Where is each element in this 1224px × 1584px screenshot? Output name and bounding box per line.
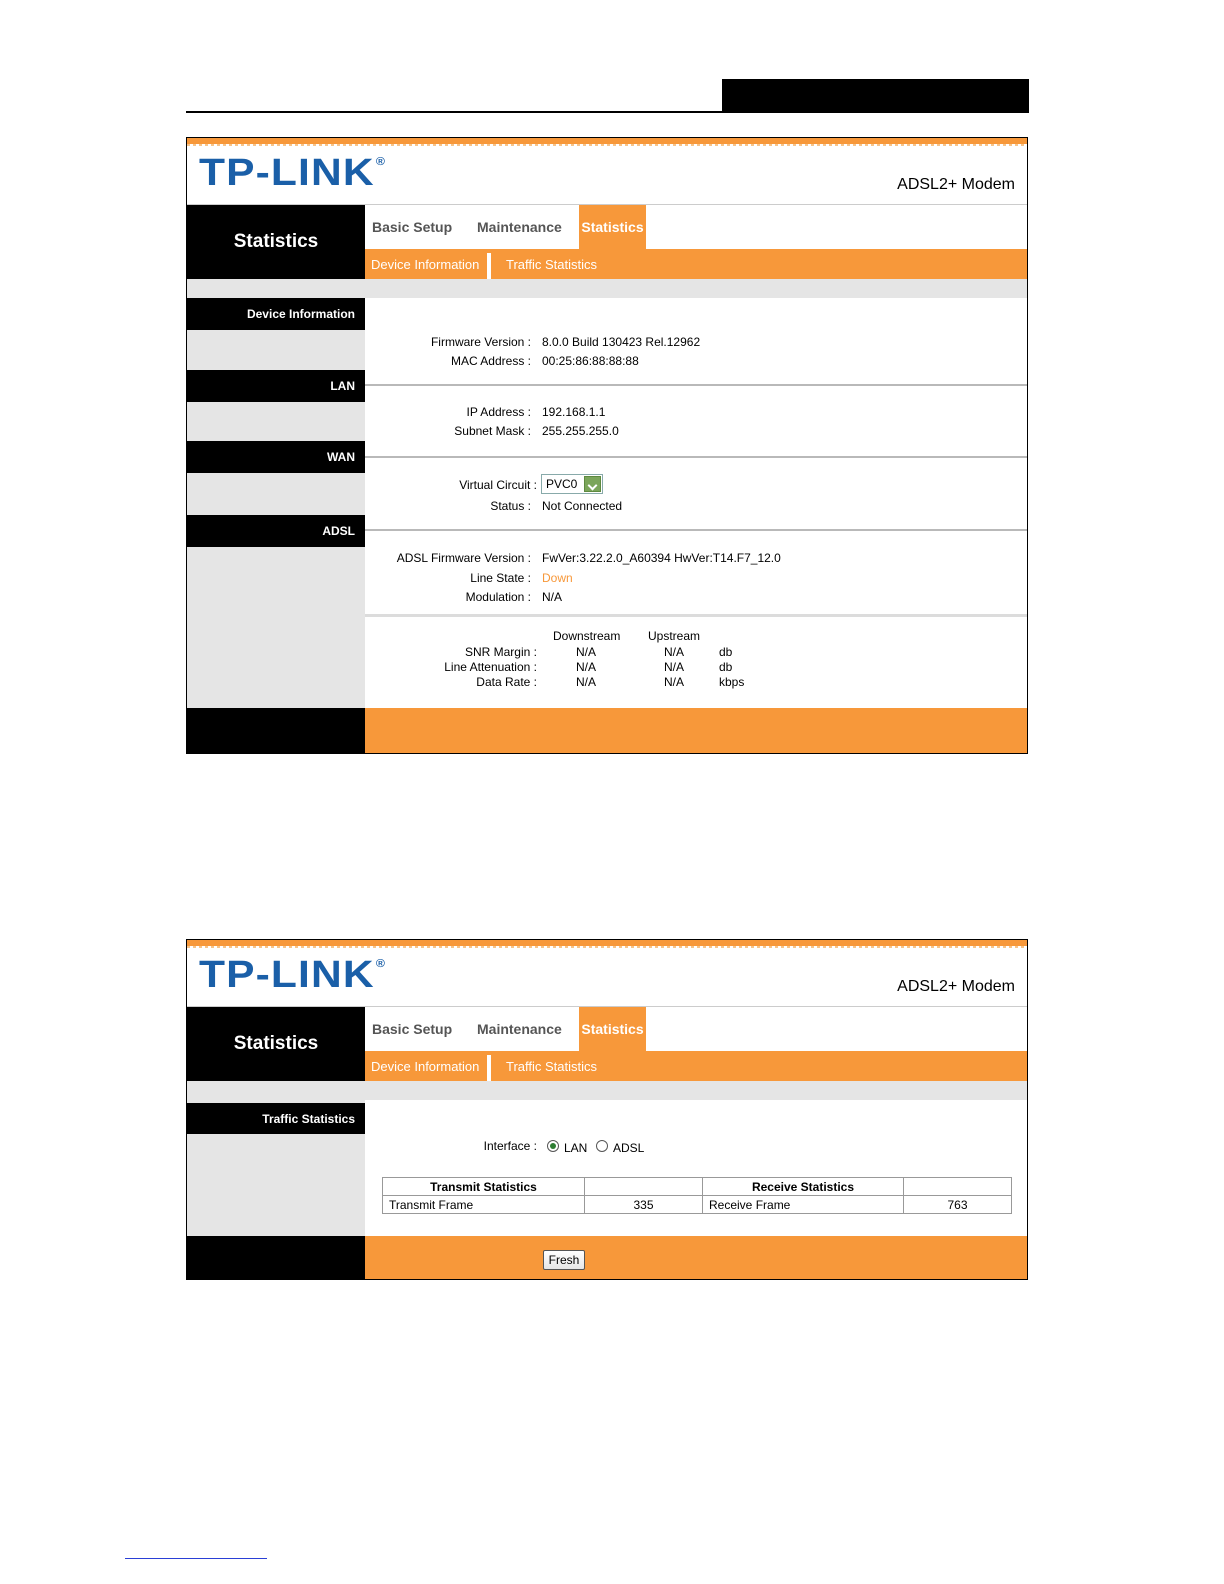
data-rate-down: N/A: [576, 675, 597, 689]
line-attenuation-unit: db: [719, 660, 733, 674]
document-footer-link: [125, 1558, 267, 1559]
data-rate-label: Data Rate :: [476, 675, 537, 689]
line-attenuation-down: N/A: [576, 660, 597, 674]
subtab-device-information[interactable]: Device Information: [371, 256, 480, 272]
modulation-label: Modulation :: [465, 590, 531, 604]
section-label-wan: WAN: [187, 441, 365, 473]
receive-frame-label: Receive Frame: [703, 1196, 904, 1214]
virtual-circuit-select[interactable]: [541, 474, 603, 494]
receive-header: Receive Statistics: [703, 1178, 904, 1196]
fresh-button[interactable]: Fresh: [543, 1250, 585, 1270]
tab-basic-setup[interactable]: Basic Setup: [372, 219, 453, 235]
snr-margin-up: N/A: [664, 645, 685, 659]
modulation-value: N/A: [542, 590, 563, 604]
page-title: Statistics: [187, 1007, 365, 1081]
transmit-frame-value: 335: [585, 1196, 703, 1214]
upstream-header: Upstream: [648, 629, 701, 643]
transmit-frame-label: Transmit Frame: [383, 1196, 585, 1214]
left-column: [187, 298, 365, 708]
line-state-label: Line State :: [470, 571, 531, 585]
line-attenuation-label: Line Attenuation :: [444, 660, 537, 674]
snr-margin-label: SNR Margin :: [464, 645, 537, 659]
footer-bar: [365, 708, 1028, 754]
top-stripe: [187, 138, 1027, 144]
status-value: Not Connected: [542, 499, 623, 513]
traffic-statistics-screenshot: [186, 939, 1028, 1280]
data-rate-unit: kbps: [719, 675, 745, 689]
tp-link-logo: TP-LINK®: [199, 954, 387, 996]
line-attenuation-up: N/A: [664, 660, 685, 674]
subnet-mask-label: Subnet Mask :: [454, 424, 531, 438]
radio-adsl-label: ADSL: [613, 1141, 645, 1155]
adsl-firmware-value: FwVer:3.22.2.0_A60394 HwVer:T14.F7_12.0: [542, 551, 781, 565]
footer-left: [187, 1236, 365, 1280]
firmware-version-label: Firmware Version :: [430, 335, 531, 349]
device-information-screenshot: [186, 137, 1028, 754]
ip-address-value: 192.168.1.1: [542, 405, 606, 419]
status-label: Status :: [490, 499, 531, 513]
interface-label: Interface :: [483, 1139, 537, 1153]
section-label-traffic: Traffic Statistics: [187, 1103, 365, 1134]
snr-margin-unit: db: [719, 645, 733, 659]
tab-basic-setup[interactable]: Basic Setup: [372, 1021, 453, 1037]
tab-statistics[interactable]: Statistics: [579, 205, 646, 249]
firmware-version-value: 8.0.0 Build 130423 Rel.12962: [542, 335, 701, 349]
transmit-header: Transmit Statistics: [383, 1178, 585, 1196]
subtab-device-information[interactable]: Device Information: [371, 1058, 480, 1074]
subtab-traffic-statistics[interactable]: Traffic Statistics: [506, 256, 598, 272]
data-rate-up: N/A: [664, 675, 685, 689]
tab-maintenance[interactable]: Maintenance: [477, 1021, 562, 1037]
ip-address-label: IP Address :: [466, 405, 531, 419]
model-name: ADSL2+ Modem: [897, 176, 1015, 193]
subnet-mask-value: 255.255.255.0: [542, 424, 619, 438]
page-title: Statistics: [187, 205, 365, 279]
tp-link-logo: TP-LINK®: [199, 152, 387, 194]
traffic-table: [382, 1177, 1012, 1214]
document-header-rule: [186, 111, 1029, 113]
radio-lan-label: LAN: [564, 1141, 588, 1155]
snr-margin-down: N/A: [576, 645, 597, 659]
virtual-circuit-value: PVC0: [546, 477, 578, 491]
section-label-lan: LAN: [187, 370, 365, 402]
radio-lan[interactable]: [547, 1140, 559, 1152]
model-name: ADSL2+ Modem: [897, 978, 1015, 995]
tab-maintenance[interactable]: Maintenance: [477, 219, 562, 235]
line-state-value: Down: [542, 571, 573, 585]
receive-frame-value: 763: [904, 1196, 1012, 1214]
adsl-firmware-label: ADSL Firmware Version :: [396, 551, 531, 565]
mac-address-label: MAC Address :: [450, 354, 531, 368]
footer-left: [187, 708, 365, 754]
virtual-circuit-label: Virtual Circuit :: [459, 478, 537, 492]
mac-address-value: 00:25:86:88:88:88: [542, 354, 639, 368]
radio-adsl[interactable]: [596, 1140, 608, 1152]
chevron-down-icon[interactable]: [584, 476, 601, 492]
subtab-bar: [365, 249, 1028, 279]
top-stripe: [187, 940, 1027, 946]
tab-statistics[interactable]: Statistics: [579, 1007, 646, 1051]
section-label-device: Device Information: [187, 298, 365, 330]
downstream-header: Downstream: [553, 629, 621, 643]
subtab-bar: [365, 1051, 1028, 1081]
footer-bar: [365, 1236, 1028, 1280]
section-label-adsl: ADSL: [187, 515, 365, 547]
subtab-traffic-statistics[interactable]: Traffic Statistics: [506, 1058, 598, 1074]
document-header-block: [722, 79, 1029, 113]
